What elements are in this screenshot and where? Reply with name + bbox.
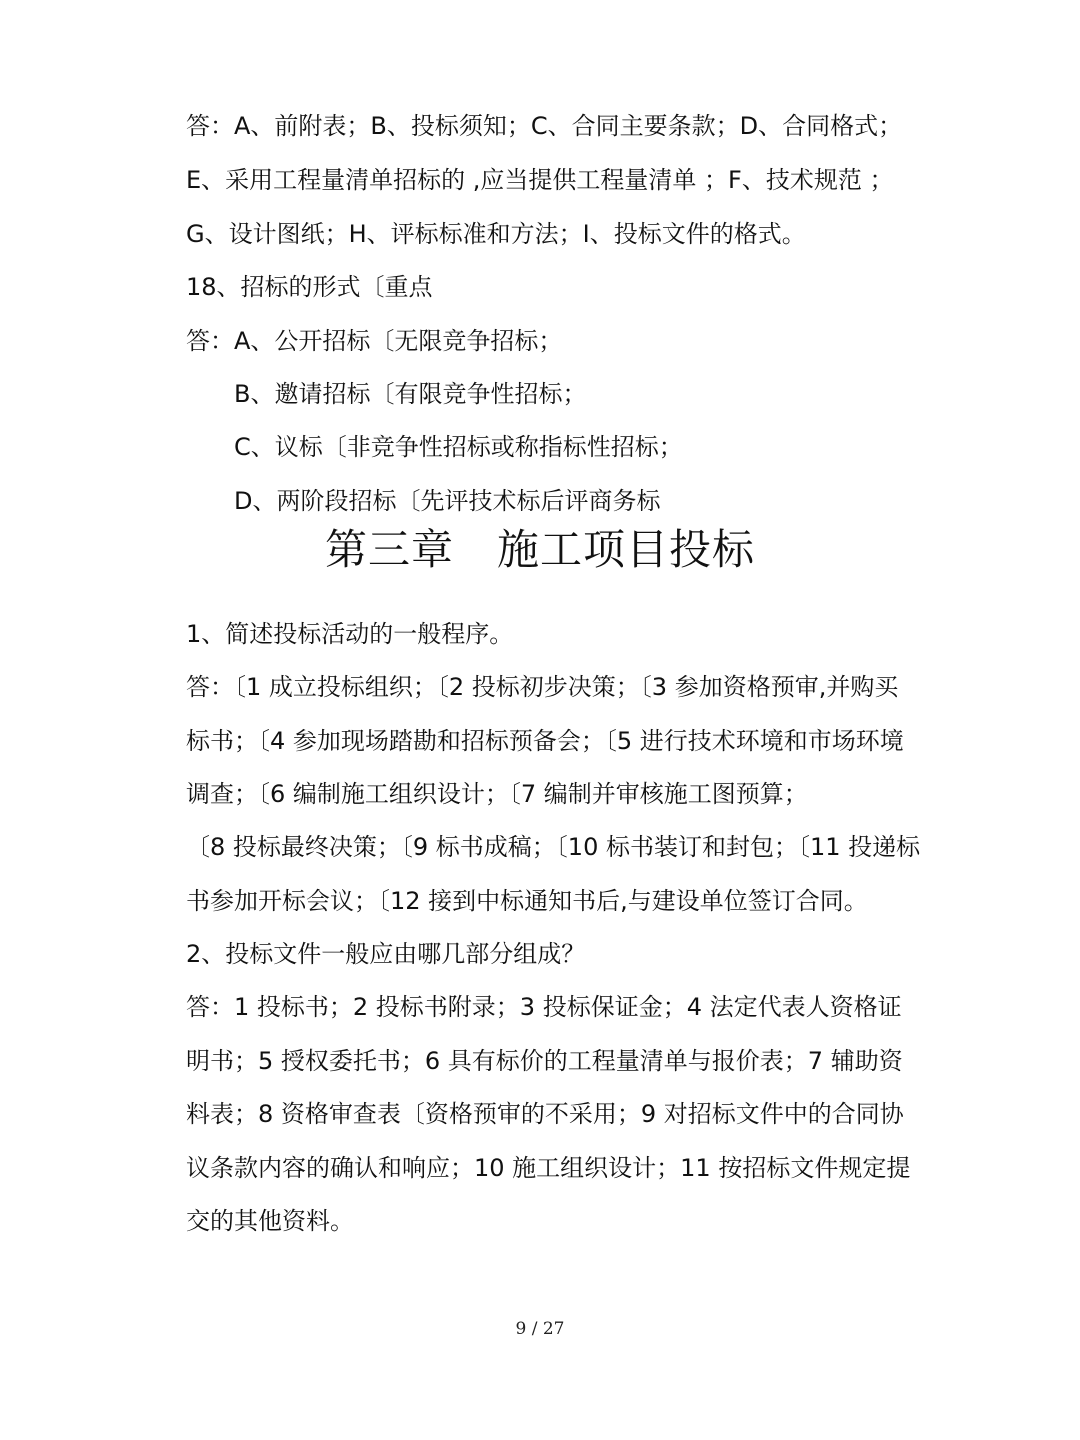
answer-1-line: 调查；〔6 编制施工组织设计；〔7 编制并审核施工图预算；	[186, 780, 808, 808]
page-number: 9 / 27	[515, 1319, 565, 1339]
answer-18-line: 答：A、公开招标〔无限竞争招标；	[186, 327, 563, 355]
question-18: 18、招标的形式〔重点	[186, 273, 433, 301]
answer-2-line: 明书；5 授权委托书；6 具有标价的工程量清单与报价表；7 辅助资	[186, 1047, 903, 1075]
answer-line: G、设计图纸；H、评标标准和方法；I、投标文件的格式。	[186, 220, 806, 248]
answer-18-line: C、议标〔非竞争性招标或称指标性招标；	[234, 433, 683, 461]
answer-2-line: 议条款内容的确认和响应；10 施工组织设计；11 按招标文件规定提	[186, 1154, 911, 1182]
answer-18-line: B、邀请招标〔有限竞争性招标；	[234, 380, 587, 408]
answer-2-line: 答：1 投标书；2 投标书附录；3 投标保证金；4 法定代表人资格证	[186, 993, 902, 1021]
answer-2-line: 料表；8 资格审查表〔资格预审的不采用；9 对招标文件中的合同协	[186, 1100, 904, 1128]
answer-18-line: D、两阶段招标〔先评技术标后评商务标	[234, 487, 661, 515]
answer-2-line: 交的其他资料。	[186, 1207, 354, 1235]
answer-1-line: 〔8 投标最终决策；〔9 标书成稿；〔10 标书装订和封包；〔11 投递标	[186, 833, 921, 861]
answer-1-line: 书参加开标会议；〔12 接到中标通知书后,与建设单位签订合同。	[186, 887, 868, 915]
question-1: 1、简述投标活动的一般程序。	[186, 620, 514, 648]
chapter-title: 第三章 施工项目投标	[324, 525, 755, 574]
answer-1-line: 标书；〔4 参加现场踏勘和招标预备会；〔5 进行技术环境和市场环境	[186, 727, 904, 755]
question-2: 2、投标文件一般应由哪几部分组成？	[186, 940, 586, 968]
answer-line: E、采用工程量清单招标的 ,应当提供工程量清单 ；F、技术规范 ；	[186, 166, 894, 194]
answer-line: 答：A、前附表；B、投标须知；C、合同主要条款；D、合同格式；	[186, 112, 903, 140]
answer-1-line: 答：〔1 成立投标组织；〔2 投标初步决策；〔3 参加资格预审,并购买	[186, 673, 899, 701]
